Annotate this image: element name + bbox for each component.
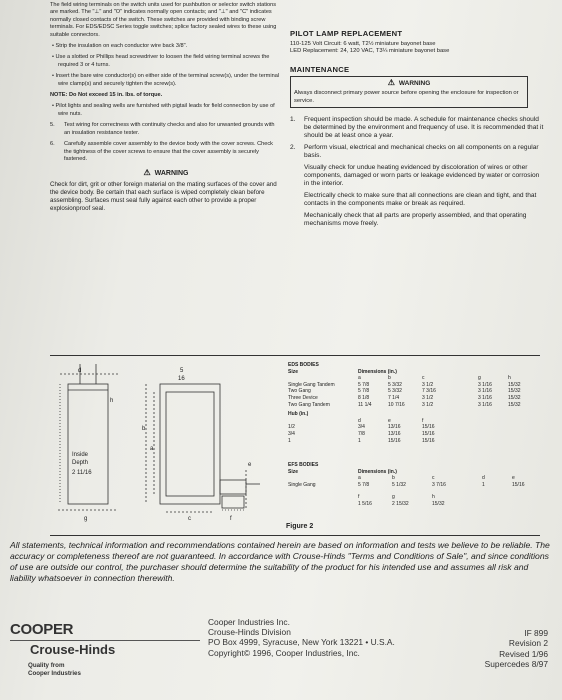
table-cell: 15/32 xyxy=(508,381,521,388)
efs-row-single-gang: Single Gang 5 7/8 5 1/32 3 7/16 1 15/16 xyxy=(288,481,525,488)
table-cell: 8 1/8 xyxy=(358,394,370,401)
warning-text-right: Always disconnect primary power source before opening the enclosure for inspection or service. xyxy=(294,89,519,104)
efs-bodies-table xyxy=(288,462,538,508)
maintenance-item-2: 2. Perform visual, electrical and mechanical checks on all components on a regular basis. xyxy=(290,144,539,160)
table-cell: 10 7/16 xyxy=(388,401,405,408)
table-cell: 15/16 xyxy=(388,437,401,444)
torque-note: NOTE: Do Not exceed 15 in. lbs. of torque. xyxy=(50,92,163,99)
hub-bottom xyxy=(222,496,244,508)
table-row xyxy=(288,438,538,445)
table-cell: 15/16 xyxy=(422,424,435,431)
table-cell: 15/32 xyxy=(508,401,521,408)
side-view-body xyxy=(68,384,108,504)
cooper-logo: COOPER xyxy=(10,621,74,638)
table-cell: 3 1/16 xyxy=(478,388,492,395)
figure-caption: Figure 2 xyxy=(286,523,314,530)
terminal-intro: The field wiring terminals on the switch units used for pushbutton or selector switch stations are marked. The "⊥" and "O" indicates normally open contacts; and "⊥" and "C" indicates normally closed contacts of the switch. These switches are provided with binding screw terminals. For EDS/EDSC Series toggle switches; splice factory sealed wires to these using suitable connectors. xyxy=(50,2,277,38)
label-g: g xyxy=(84,516,88,522)
right-column xyxy=(290,30,545,232)
table-cell: 5 7/8 xyxy=(358,388,370,395)
efs-col-letters-2: f g h xyxy=(358,494,435,501)
table-cell: 3/4 xyxy=(288,430,295,437)
label-c: c xyxy=(188,516,191,522)
table-cell: 13/16 xyxy=(388,430,401,437)
table-cell: 3 1/16 xyxy=(478,401,492,408)
efs-header-row: Size Dimensions (in.) xyxy=(288,468,397,475)
label-f: f xyxy=(230,516,232,522)
table-row xyxy=(288,382,538,389)
table-cell: 1 xyxy=(358,437,361,444)
tick-denominator: 16 xyxy=(178,376,185,382)
table-cell: 3 1/2 xyxy=(422,401,434,408)
label-h: h xyxy=(110,398,114,404)
warning-box-right xyxy=(290,76,528,108)
bullet-loosen: • Use a slotted or Phillips head screwdriver to loosen the field wiring terminal screws the required 3 or 4 turns. xyxy=(52,54,270,68)
table-cell: 3 1/2 xyxy=(422,381,434,388)
crouse-hinds-logo: Crouse-Hinds xyxy=(30,642,116,657)
table-cell: 11 1/4 xyxy=(358,401,372,408)
table-cell: 3/4 xyxy=(358,424,365,431)
table-cell: 5 7/8 xyxy=(358,381,370,388)
warning-triangle-icon: ⚠ xyxy=(387,78,395,88)
warning-heading-left: ⚠ WARNING xyxy=(143,168,189,178)
table-cell: Two Gang xyxy=(288,388,311,395)
table-cell: 7/8 xyxy=(358,430,365,437)
tick-numerator: 5 xyxy=(180,368,184,374)
table-row xyxy=(288,431,538,438)
document-codes: IF 899 Revision 2 Revised 1/96 Supercedes 8/97 xyxy=(484,628,548,670)
eds-rows xyxy=(288,382,538,408)
efs-col-letters: a b c d e xyxy=(358,475,515,482)
table-cell: 7 3/16 xyxy=(422,388,436,395)
lamp-replacement-title: PILOT LAMP REPLACEMENT xyxy=(290,29,403,38)
eds-col-letters: a b c g h xyxy=(358,375,511,382)
table-cell: 5 3/32 xyxy=(388,381,402,388)
bullet-strip: • Strip the insulation on each conductor wire back 3/8". xyxy=(52,43,188,50)
table-cell: 3 1/16 xyxy=(478,394,492,401)
front-view-body xyxy=(160,384,220,504)
label-a: a xyxy=(150,446,154,452)
table-row xyxy=(288,395,538,402)
efs-title: EFS BODIES xyxy=(288,462,319,468)
eds-bodies-table xyxy=(288,362,538,444)
table-cell: 15/32 xyxy=(508,388,521,395)
table-cell: 3 1/16 xyxy=(478,381,492,388)
maintenance-title: MAINTENANCE xyxy=(290,64,350,74)
table-cell: 1 xyxy=(288,437,291,444)
lamp-line-2: LED Replacement: 24, 120 VAC, T3¼ miniature bayonet base xyxy=(290,48,450,55)
table-cell: Single Gang Tandem xyxy=(288,381,335,388)
table-cell: 15/16 xyxy=(422,430,435,437)
lamp-line-1: 110-125 Volt Circuit: 6 watt, T2½ miniature bayonet base xyxy=(290,40,436,47)
table-cell: 7 1/4 xyxy=(388,394,400,401)
bullet-insert: • Insert the bare wire conductor(s) on either side of the terminal screw(s), under the terminal wire clamp(s) and securely tighten the screw(s). xyxy=(52,73,280,87)
table-row xyxy=(288,424,538,431)
table-cell: 13/16 xyxy=(388,424,401,431)
quality-tagline: Quality from Cooper Industries xyxy=(28,662,81,677)
disclaimer: All statements, technical information and recommendations contained herein are based on information and tests we believe to be reliable. The accuracy or completeness thereof are not guaranteed. In accordance with Crouse-Hinds "Terms and Conditions of Sale", and since conditions of use are outside our control, the purchaser should determine the suitability of the product for his intended use and assumes all risk and liability whatsoever in connection therewith. xyxy=(10,540,550,583)
table-cell: Two Gang Tandem xyxy=(288,401,330,408)
efs-row-2: 1 5/16 2 15/32 15/32 xyxy=(358,500,445,507)
label-depth: Depth xyxy=(72,460,89,466)
hub-col-letters: d e f xyxy=(358,417,424,424)
hub-rows xyxy=(288,424,538,444)
eds-title: EDS BODIES xyxy=(288,362,319,368)
table-row xyxy=(288,388,538,395)
left-column xyxy=(50,2,282,217)
table-cell: 15/32 xyxy=(508,394,521,401)
electrical-check-para: Electrically check to make sure that all connections are clean and tight, and that contacts in the components make or break as required. xyxy=(304,192,537,208)
table-row xyxy=(288,402,538,409)
label-e: e xyxy=(248,462,252,468)
hub-header-row: Hub (in.) xyxy=(288,411,309,418)
front-view-opening xyxy=(166,392,214,496)
mechanical-check-para: Mechanically check that all parts are properly assembled, and that operating mechanisms move freely. xyxy=(304,212,527,228)
figure-bottom-rule xyxy=(50,535,540,536)
visual-check-para: Visually check for undue heating evidenced by discoloration of wires or other components, damaged or worn parts or leakage evidenced by water or corrosion in the interior. xyxy=(304,164,540,188)
maintenance-item-1: 1. Frequent inspection should be made. A schedule for maintenance checks should be determined by the environment and frequency of use. It is recommended that it should be at least once a year. xyxy=(290,116,544,140)
table-cell: 1/2 xyxy=(288,424,295,431)
company-address: Cooper Industries Inc. Crouse-Hinds Division PO Box 4999, Syracuse, New York 13221 • U.S.A. Copyright© 1996, Cooper Industries, Inc. xyxy=(208,617,395,658)
warning-triangle-icon: ⚠ xyxy=(143,168,151,178)
logo-rule xyxy=(10,640,200,641)
eds-header-row: Size Dimensions (in.) xyxy=(288,368,397,375)
table-cell: 15/16 xyxy=(422,437,435,444)
device-body-drawing xyxy=(50,360,285,530)
table-cell: 3 1/2 xyxy=(422,394,434,401)
step-5: 5. Test wiring for correctness with continuity checks and also for unwanted grounds with an insulation resistance tester. xyxy=(50,122,275,136)
table-cell: Three Device xyxy=(288,394,318,401)
footer xyxy=(0,600,562,700)
warning-heading-right: ⚠ WARNING xyxy=(387,78,431,88)
label-inside: Inside xyxy=(72,452,89,458)
label-b: b xyxy=(142,426,146,432)
warning-text-left: Check for dirt, grit or other foreign material on the mating surfaces of the cover and the device body. Be certain that each surface is wiped completely clean before assembling. Surfaces must seal fully against each other to provide a proper explosionproof seal. xyxy=(50,180,277,212)
bullet-pigtail: • Pilot lights and sealing wells are furnished with pigtail leads for field connection by use of wire nuts. xyxy=(52,103,275,117)
hub-side xyxy=(220,480,246,494)
label-d: d xyxy=(78,368,82,374)
figure-top-rule xyxy=(50,355,540,356)
step-6: 6. Carefully assemble cover assembly to the device body with the cover screws. Check the tightness of the cover screws to ensure that the cover assembly is securely fastened. xyxy=(50,141,273,162)
table-cell: 5 3/32 xyxy=(388,388,402,395)
label-depth-value: 2 11/16 xyxy=(72,470,92,476)
